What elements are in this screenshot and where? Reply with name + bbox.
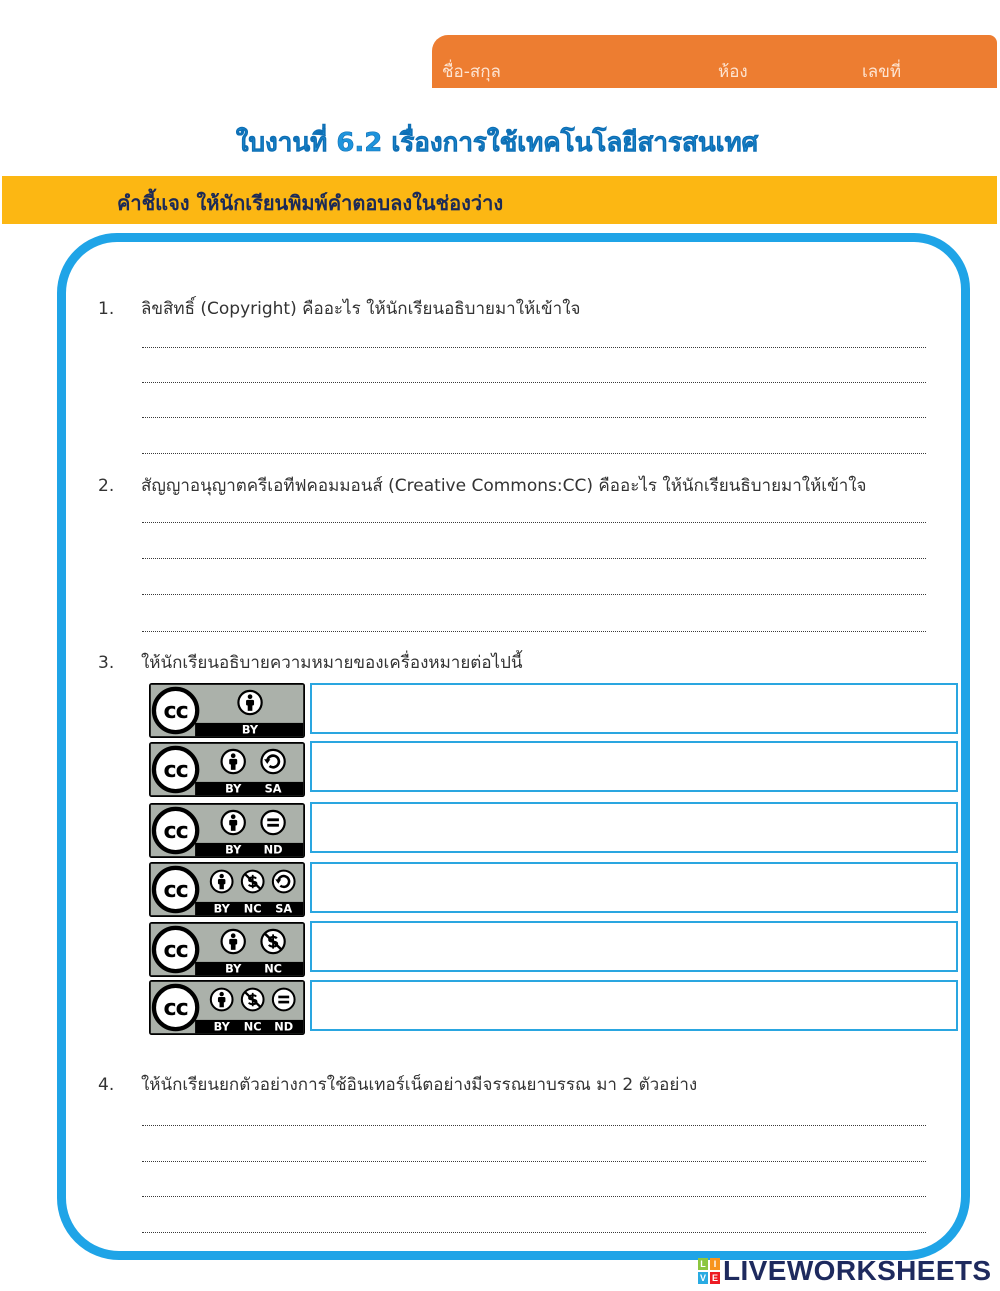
license-badge-cc-by-nc-sa [149, 862, 305, 917]
logo-letter: E [711, 1273, 718, 1283]
question-4-number: 4. [98, 1075, 115, 1095]
license-badge-cc-by-nd [149, 803, 305, 858]
license-badge-cc-by [149, 683, 305, 738]
answer-line [142, 417, 926, 418]
badge-terms-bar [195, 962, 303, 975]
answer-input-cc-by-nd[interactable] [310, 802, 958, 853]
question-2-text: สัญญาอนุญาตครีเอทีฟคอมมอนส์ (Creative Commons:CC) คืออะไร ให้นักเรียนธิบายมาให้เข้าใจ [141, 476, 867, 496]
attribution-icon [222, 930, 245, 953]
question-3-text: ให้นักเรียนอธิบายความหมายของเครื่องหมายต่อไปนี้ [141, 653, 523, 673]
answer-line [142, 1161, 926, 1162]
answer-line [142, 558, 926, 559]
attribution-icon [222, 750, 245, 773]
logo-letter: L [698, 1258, 708, 1270]
term-label: BY [225, 781, 242, 796]
answer-line [142, 453, 926, 454]
cc-logo-text: cc [163, 817, 188, 844]
room-label: ห้อง [718, 62, 748, 82]
student-info-bar [432, 35, 997, 88]
license-badge-cc-by-nc [149, 922, 305, 977]
liveworksheets-wordmark: LIVEWORKSHEETS [723, 1255, 992, 1286]
answer-line [142, 1125, 926, 1126]
answer-input-cc-by-nc-nd[interactable] [310, 980, 958, 1031]
term-label: ND [263, 842, 283, 857]
instruction-text: คำชี้แจง ให้นักเรียนพิมพ์คำตอบลงในช่องว่าง [117, 191, 504, 215]
license-badge-cc-by-nc-nd [149, 980, 305, 1035]
term-label: BY [241, 722, 259, 737]
term-label: BY [225, 842, 242, 857]
cc-logo-text: cc [163, 994, 188, 1021]
no-derivatives-icon [261, 811, 284, 834]
attribution-icon [222, 811, 245, 834]
share-alike-icon [261, 750, 284, 773]
term-label: SA [275, 901, 293, 916]
cc-logo-icon [154, 868, 197, 911]
term-label: SA [264, 781, 282, 796]
no-derivatives-icon [273, 989, 295, 1011]
attribution-icon [211, 989, 233, 1011]
answer-input-cc-by-nc[interactable] [310, 921, 958, 972]
badge-terms-bar [195, 843, 303, 856]
term-label: BY [225, 961, 242, 976]
liveworksheets-logo-icon [698, 1258, 720, 1284]
answer-line [142, 631, 926, 632]
term-label: BY [213, 1019, 230, 1034]
term-label: NC [243, 1019, 262, 1034]
logo-letter: I [710, 1258, 720, 1270]
logo-letter: V [699, 1273, 706, 1283]
answer-input-cc-by[interactable] [310, 683, 958, 734]
cc-logo-text: cc [163, 936, 188, 963]
question-2-number: 2. [98, 476, 115, 496]
question-4-text: ให้นักเรียนยกตัวอย่างการใช้อินเทอร์เน็ตอย่างมีจรรณยาบรรณ มา 2 ตัวอย่าง [141, 1075, 698, 1095]
answer-line [142, 347, 926, 348]
badge-terms-bar [195, 782, 303, 795]
cc-logo-icon [154, 928, 197, 971]
attribution-icon [211, 871, 233, 893]
term-label: NC [243, 901, 262, 916]
answer-line [142, 1232, 926, 1233]
answer-input-cc-by-nc-sa[interactable] [310, 862, 958, 913]
page-title: ใบงานที่ 6.2 เรื่องการใช้เทคโนโลยีสารสนเทศ [235, 128, 759, 158]
term-label: NC [264, 961, 282, 976]
cc-logo-text: cc [163, 697, 188, 724]
answer-line [142, 522, 926, 523]
answer-input-cc-by-sa[interactable] [310, 741, 958, 792]
cc-logo-icon [154, 689, 197, 732]
share-alike-icon [273, 871, 295, 893]
cc-logo-icon [154, 748, 197, 791]
cc-logo-text: cc [163, 876, 188, 903]
cc-logo-icon [154, 986, 197, 1029]
answer-line [142, 1196, 926, 1197]
answer-line [142, 594, 926, 595]
non-commercial-icon [261, 930, 284, 953]
term-label: ND [274, 1019, 294, 1034]
cc-logo-icon [154, 809, 197, 852]
attribution-icon [238, 691, 261, 714]
non-commercial-icon [242, 871, 264, 893]
answer-line [142, 382, 926, 383]
non-commercial-icon [242, 989, 264, 1011]
question-1-text: ลิขสิทธิ์ (Copyright) คืออะไร ให้นักเรียนอธิบายมาให้เข้าใจ [141, 299, 581, 319]
instruction-band [2, 176, 997, 224]
number-label: เลขที่ [862, 62, 902, 82]
cc-logo-text: cc [163, 756, 188, 783]
term-label: BY [213, 901, 230, 916]
question-1-number: 1. [98, 299, 115, 319]
license-badge-cc-by-sa [149, 742, 305, 797]
question-3-number: 3. [98, 653, 115, 673]
name-label: ชื่อ-สกุล [442, 62, 501, 82]
